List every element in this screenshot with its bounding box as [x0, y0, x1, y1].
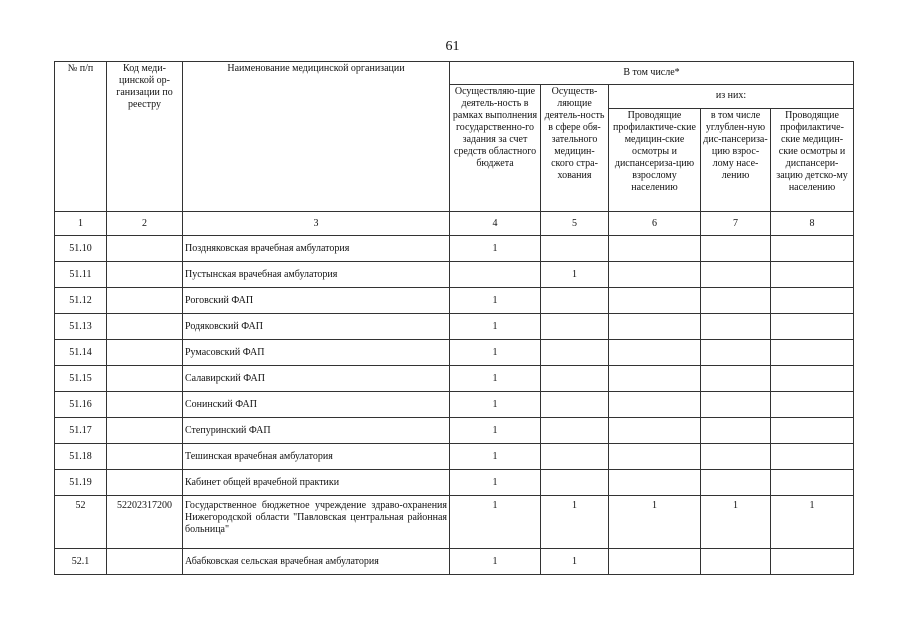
row-c6 — [609, 236, 701, 262]
row-code — [107, 366, 183, 392]
header-including-group: В том числе* — [450, 62, 854, 85]
row-c7 — [701, 314, 771, 340]
row-number: 51.10 — [55, 236, 107, 262]
column-number: 1 — [55, 212, 107, 236]
row-c8 — [771, 262, 854, 288]
row-c5 — [541, 366, 609, 392]
row-c7 — [701, 236, 771, 262]
row-code — [107, 288, 183, 314]
header-state-assignment: Осуществляю-щие деятель-ность в рамках выполнения государственно-го задания за счет средств областного бюджета — [450, 85, 541, 212]
row-code — [107, 392, 183, 418]
row-code — [107, 470, 183, 496]
column-number: 2 — [107, 212, 183, 236]
table-row — [55, 288, 854, 314]
row-c7 — [701, 549, 771, 575]
row-c5 — [541, 236, 609, 262]
row-number: 51.11 — [55, 262, 107, 288]
row-c5 — [541, 470, 609, 496]
row-org-name: Румасовский ФАП — [183, 340, 450, 366]
row-number: 51.14 — [55, 340, 107, 366]
row-c6 — [609, 392, 701, 418]
row-c8 — [771, 549, 854, 575]
row-number: 51.18 — [55, 444, 107, 470]
column-numbers-row — [55, 212, 854, 236]
row-c7 — [701, 262, 771, 288]
row-c5 — [541, 444, 609, 470]
row-c6 — [609, 314, 701, 340]
row-c8 — [771, 392, 854, 418]
row-c7 — [701, 340, 771, 366]
row-c8 — [771, 418, 854, 444]
row-number: 52.1 — [55, 549, 107, 575]
row-number: 51.12 — [55, 288, 107, 314]
row-org-name: Поздняковская врачебная амбулатория — [183, 236, 450, 262]
row-number: 52 — [55, 496, 107, 549]
row-c4: 1 — [450, 470, 541, 496]
table-row — [55, 444, 854, 470]
row-org-name: Сонинский ФАП — [183, 392, 450, 418]
row-c4: 1 — [450, 496, 541, 549]
column-number: 5 — [541, 212, 609, 236]
row-c8: 1 — [771, 496, 854, 549]
row-code: 52202317200 — [107, 496, 183, 549]
row-number: 51.13 — [55, 314, 107, 340]
row-org-name: Пустынская врачебная амбулатория — [183, 262, 450, 288]
row-code — [107, 444, 183, 470]
row-number: 51.17 — [55, 418, 107, 444]
row-c4: 1 — [450, 549, 541, 575]
row-c8 — [771, 236, 854, 262]
row-number: 51.19 — [55, 470, 107, 496]
table-row — [55, 366, 854, 392]
table-row — [55, 418, 854, 444]
row-c6 — [609, 288, 701, 314]
header-oms: Осуществ-ляющие деятель-ность в сфере обя-зательного медицин-ского стра-хования — [541, 85, 609, 212]
row-c5 — [541, 392, 609, 418]
row-c5: 1 — [541, 496, 609, 549]
row-org-name: Родяковский ФАП — [183, 314, 450, 340]
row-c7 — [701, 392, 771, 418]
column-number: 7 — [701, 212, 771, 236]
row-c5 — [541, 418, 609, 444]
table-row — [55, 314, 854, 340]
row-c4: 1 — [450, 288, 541, 314]
row-org-name: Тешинская врачебная амбулатория — [183, 444, 450, 470]
row-c4: 1 — [450, 392, 541, 418]
row-c5: 1 — [541, 549, 609, 575]
row-c7 — [701, 418, 771, 444]
row-c7 — [701, 366, 771, 392]
row-c8 — [771, 288, 854, 314]
table-row — [55, 340, 854, 366]
organizations-table — [54, 61, 854, 575]
row-c7: 1 — [701, 496, 771, 549]
column-number: 4 — [450, 212, 541, 236]
row-c4 — [450, 262, 541, 288]
row-c4: 1 — [450, 444, 541, 470]
row-code — [107, 340, 183, 366]
row-c6 — [609, 262, 701, 288]
table-header — [55, 62, 854, 236]
row-code — [107, 236, 183, 262]
table-row — [55, 392, 854, 418]
row-c5: 1 — [541, 262, 609, 288]
header-in-depth-checkups: в том числе углублен-ную дис-пансериза-цию взрос-лому насе-лению — [701, 108, 771, 211]
row-c4: 1 — [450, 340, 541, 366]
table-row — [55, 470, 854, 496]
table-row — [55, 549, 854, 575]
row-c7 — [701, 470, 771, 496]
row-c6 — [609, 418, 701, 444]
row-org-name: Салавирский ФАП — [183, 366, 450, 392]
header-code: Код меди-цинской ор-ганизации по реестру — [107, 62, 183, 212]
row-code — [107, 549, 183, 575]
page-number: 61 — [445, 39, 460, 54]
row-code — [107, 262, 183, 288]
table-row — [55, 262, 854, 288]
header-org-name: Наименование медицинской организации — [183, 62, 450, 212]
row-org-name: Государственное бюджетное учреждение здраво-охранения Нижегородской области "Павловская центральная районная больница" — [183, 496, 450, 549]
column-number: 3 — [183, 212, 450, 236]
row-c6: 1 — [609, 496, 701, 549]
row-org-name: Абабковская сельская врачебная амбулатория — [183, 549, 450, 575]
row-c4: 1 — [450, 418, 541, 444]
header-of-them: из них: — [609, 85, 854, 109]
row-c6 — [609, 340, 701, 366]
row-c5 — [541, 314, 609, 340]
row-c7 — [701, 288, 771, 314]
table-row — [55, 496, 854, 549]
row-c5 — [541, 340, 609, 366]
header-child-checkups: Проводящие профилактиче-ские медицин-ские осмотры и диспансери-зацию детско-му населению — [771, 108, 854, 211]
row-c8 — [771, 470, 854, 496]
row-c8 — [771, 340, 854, 366]
column-number: 8 — [771, 212, 854, 236]
row-number: 51.15 — [55, 366, 107, 392]
row-c8 — [771, 366, 854, 392]
row-code — [107, 314, 183, 340]
row-c6 — [609, 549, 701, 575]
row-c4: 1 — [450, 366, 541, 392]
row-c6 — [609, 444, 701, 470]
row-org-name: Степуринский ФАП — [183, 418, 450, 444]
row-c8 — [771, 444, 854, 470]
table-row — [55, 236, 854, 262]
row-org-name: Кабинет общей врачебной практики — [183, 470, 450, 496]
row-c4: 1 — [450, 236, 541, 262]
column-number: 6 — [609, 212, 701, 236]
row-c6 — [609, 470, 701, 496]
row-c4: 1 — [450, 314, 541, 340]
row-c6 — [609, 366, 701, 392]
row-c8 — [771, 314, 854, 340]
table-body — [55, 236, 854, 575]
row-code — [107, 418, 183, 444]
header-number: № п/п — [55, 62, 107, 212]
row-org-name: Роговский ФАП — [183, 288, 450, 314]
header-adult-checkups: Проводящие профилактиче-ские медицин-ские осмотры и диспансериза-цию взрослому населению — [609, 108, 701, 211]
row-c7 — [701, 444, 771, 470]
row-c5 — [541, 288, 609, 314]
row-number: 51.16 — [55, 392, 107, 418]
